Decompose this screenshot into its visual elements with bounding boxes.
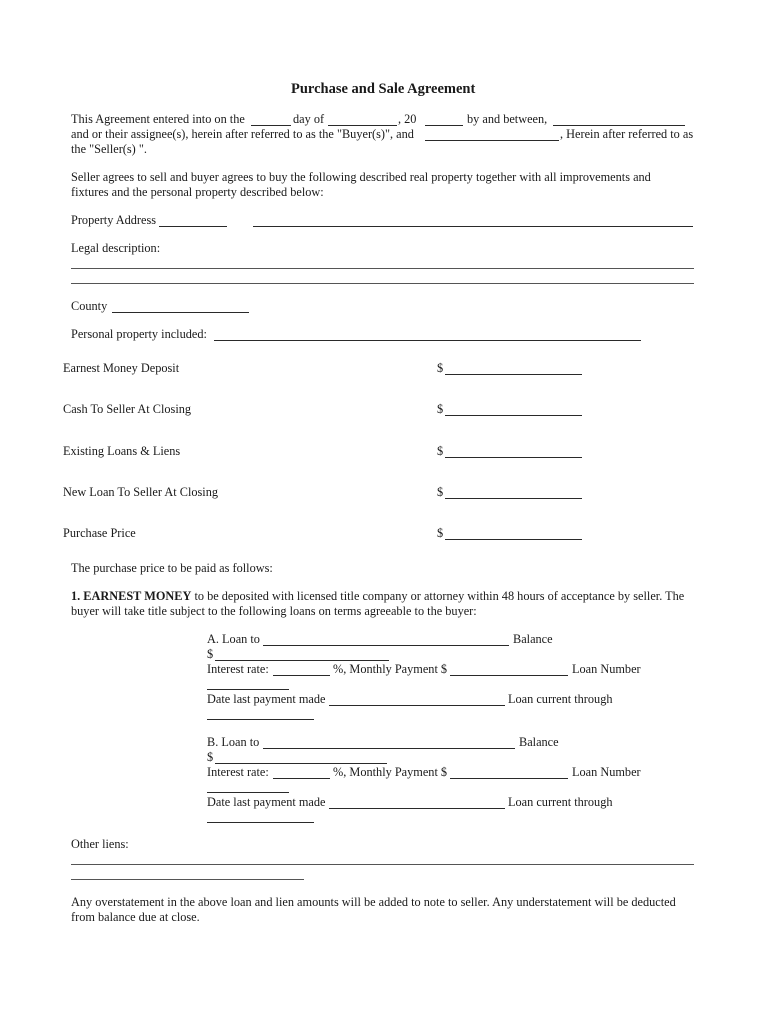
loan-b-date-label: Date last payment made <box>207 795 326 809</box>
dollar-sign: $ <box>437 526 444 540</box>
cash-to-seller-field[interactable] <box>445 415 582 416</box>
purchase-price-label: Purchase Price <box>63 526 136 540</box>
personal-property-label: Personal property included: <box>71 327 207 341</box>
property-address-field-1[interactable] <box>159 226 227 227</box>
intro-text-1: This Agreement entered into on the <box>71 112 245 126</box>
loan-a-monthly-label: %, Monthly Payment $ <box>333 662 448 676</box>
property-address-field-2[interactable] <box>253 226 693 227</box>
day-field[interactable] <box>251 125 291 126</box>
loan-a-balance-label: Balance <box>513 632 553 646</box>
loan-b-interest-label: Interest rate: <box>207 765 269 779</box>
intro-text-5: and or their assignee(s), herein after referred to as the "Buyer(s)", and <box>71 127 414 141</box>
loan-a-number-field[interactable] <box>207 689 289 690</box>
earnest-money-paragraph-line-1 <box>71 589 684 604</box>
loan-b-monthly-label: %, Monthly Payment $ <box>333 765 448 779</box>
legal-description-line-2[interactable] <box>71 283 694 284</box>
loan-b-current-field[interactable] <box>207 822 314 823</box>
cash-to-seller-label: Cash To Seller At Closing <box>63 402 192 416</box>
loan-a-balance-field[interactable] <box>215 660 389 661</box>
other-liens-label: Other liens: <box>71 837 129 851</box>
existing-loans-field[interactable] <box>445 457 582 458</box>
intro-text-7: the "Seller(s) ". <box>71 142 147 156</box>
loan-a-interest-field[interactable] <box>273 675 330 676</box>
intro-text-3: , 20 <box>398 112 417 126</box>
other-liens-line-1[interactable] <box>71 864 694 865</box>
page-title: Purchase and Sale Agreement <box>291 81 476 97</box>
loan-b-balance-label: Balance <box>519 735 559 749</box>
loan-a-dollar-sign: $ <box>207 647 214 661</box>
intro-text-2: day of <box>293 112 325 126</box>
agree-text-1: Seller agrees to sell and buyer agrees to buy the following described real property together with all improvements and <box>71 170 651 184</box>
new-loan-field[interactable] <box>445 498 582 499</box>
earnest-money-deposit-label: Earnest Money Deposit <box>63 361 180 375</box>
loan-b-current-label: Loan current through <box>508 795 613 809</box>
dollar-sign: $ <box>437 402 444 416</box>
loan-a-current-field[interactable] <box>207 719 314 720</box>
loan-b-label: B. Loan to <box>207 735 260 749</box>
county-label: County <box>71 299 108 313</box>
loan-a-label: A. Loan to <box>207 632 260 646</box>
loan-b-interest-field[interactable] <box>273 778 330 779</box>
loan-b-dollar-sign: $ <box>207 750 214 764</box>
paid-as-follows-text: The purchase price to be paid as follows: <box>71 561 273 575</box>
other-liens-line-2[interactable] <box>71 879 304 880</box>
loan-b-monthly-field[interactable] <box>450 778 568 779</box>
loan-b-number-field[interactable] <box>207 792 289 793</box>
intro-text-6: , Herein after referred to as <box>560 127 694 141</box>
existing-loans-label: Existing Loans & Liens <box>63 444 181 458</box>
month-field[interactable] <box>328 125 397 126</box>
loan-a-date-field[interactable] <box>329 705 505 706</box>
loan-a-number-label: Loan Number <box>572 662 641 676</box>
overstatement-text-2: from balance due at close. <box>71 910 200 924</box>
loan-b-lender-field[interactable] <box>263 748 515 749</box>
earnest-money-text: to be deposited with licensed title company or attorney within 48 hours of acceptance by seller. The <box>194 589 685 603</box>
new-loan-label: New Loan To Seller At Closing <box>63 485 219 499</box>
loan-a-monthly-field[interactable] <box>450 675 568 676</box>
loan-a-lender-field[interactable] <box>263 645 509 646</box>
loan-b-balance-field[interactable] <box>215 763 387 764</box>
intro-text-4: by and between, <box>467 112 548 126</box>
year-field[interactable] <box>425 125 463 126</box>
earnest-money-heading: 1. EARNEST MONEY <box>71 589 192 603</box>
legal-description-line-1[interactable] <box>71 268 694 269</box>
personal-property-field[interactable] <box>214 340 641 341</box>
loan-a-current-label: Loan current through <box>508 692 613 706</box>
loan-b-date-field[interactable] <box>329 808 505 809</box>
buyer-name-field[interactable] <box>553 125 685 126</box>
legal-description-label: Legal description: <box>71 241 161 255</box>
purchase-price-field[interactable] <box>445 539 582 540</box>
agree-text-2: fixtures and the personal property described below: <box>71 185 324 199</box>
dollar-sign: $ <box>437 444 444 458</box>
dollar-sign: $ <box>437 361 444 375</box>
dollar-sign: $ <box>437 485 444 499</box>
seller-name-field[interactable] <box>425 140 559 141</box>
earnest-money-deposit-field[interactable] <box>445 374 582 375</box>
county-field[interactable] <box>112 312 249 313</box>
loan-a-date-label: Date last payment made <box>207 692 326 706</box>
overstatement-text-1: Any overstatement in the above loan and lien amounts will be added to note to seller. Any understatement will be deducted <box>71 895 676 909</box>
loan-b-number-label: Loan Number <box>572 765 641 779</box>
earnest-money-paragraph-line-2: buyer will take title subject to the following loans on terms agreeable to the buyer: <box>71 604 477 618</box>
loan-a-interest-label: Interest rate: <box>207 662 269 676</box>
property-address-label: Property Address <box>71 213 157 227</box>
